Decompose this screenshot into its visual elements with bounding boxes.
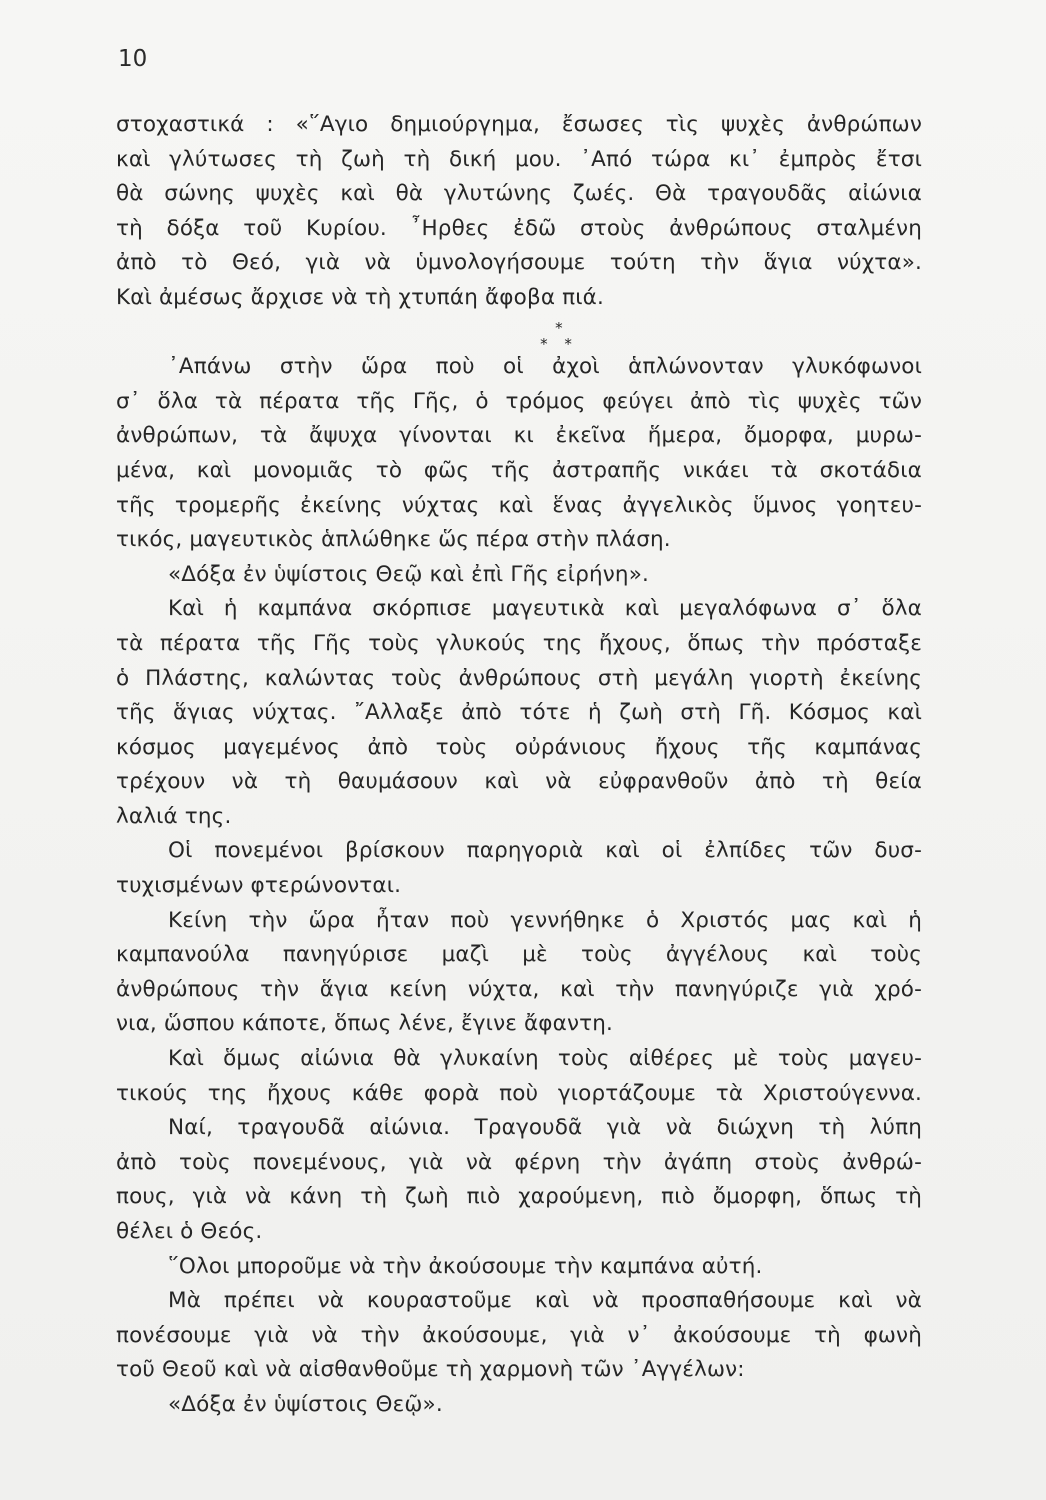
text-line: τοῦ Θεοῦ καὶ νὰ αἰσθανθοῦμε τὴ χαρμονὴ τῶν ᾿Αγγέλων:: [116, 1357, 745, 1383]
separator-star-top: *: [555, 318, 563, 337]
text-line: στοχαστικά : «῞Αγιο δημιούργημα, ἔσωσες τὶς ψυχὲς ἀνθρώπων: [116, 112, 922, 137]
text-line: Καὶ ἡ καμπάνα σκόρπισε μαγευτικὰ καὶ μεγαλόφωνα σ᾿ ὅλα: [168, 596, 922, 622]
text-line: Κείνη τὴν ὥρα ἦταν ποὺ γεννήθηκε ὁ Χριστός μας καὶ ἡ: [168, 907, 922, 933]
text-line: τικός, μαγευτικὸς ἁπλώθηκε ὥς πέρα στὴν πλάση.: [116, 527, 671, 553]
text-line: κόσμος μαγεμένος ἀπὸ τοὺς οὐράνιους ἤχους τῆς καμπάνας: [116, 734, 922, 760]
text-line: ἀπὸ τοὺς πονεμένους, γιὰ νὰ φέρνη τὴν ἀγάπη στοὺς ἀνθρώ-: [116, 1149, 922, 1175]
text-line: Οἱ πονεμένοι βρίσκουν παρηγοριὰ καὶ οἱ ἐλπίδες τῶν δυσ-: [168, 838, 922, 864]
text-line: μένα, καὶ μονομιᾶς τὸ φῶς τῆς ἀστραπῆς νικάει τὰ σκοτάδια: [116, 457, 922, 483]
text-line: ῞Ολοι μποροῦμε νὰ τὴν ἀκούσουμε τὴν καμπάνα αὐτή.: [168, 1253, 763, 1279]
text-line: «Δόξα ἐν ὑψίστοις Θεῷ».: [168, 1391, 443, 1417]
text-line: ἀνθρώπους τὴν ἅγια κείνη νύχτα, καὶ τὴν πανηγύριζε γιὰ χρό-: [116, 976, 922, 1002]
text-line: Καὶ ὅμως αἰώνια θὰ γλυκαίνη τοὺς αἰθέρες μὲ τοὺς μαγευ-: [168, 1046, 922, 1072]
text-line: θὰ σώνης ψυχὲς καὶ θὰ γλυτώνης ζωές. Θὰ τραγουδᾶς αἰώνια: [116, 181, 922, 207]
text-line: νια, ὥσπου κάποτε, ὅπως λένε, ἔγινε ἄφαντη.: [116, 1011, 613, 1037]
text-line: τῆς ἅγιας νύχτας. ῎Αλλαξε ἀπὸ τότε ἡ ζωὴ στὴ Γῆ. Κόσμος καὶ: [116, 700, 922, 726]
text-line: τῆς τρομερῆς ἐκείνης νύχτας καὶ ἕνας ἀγγελικὸς ὕμνος γοητευ-: [116, 492, 922, 518]
text-line: τυχισμένων φτερώνονται.: [116, 873, 402, 899]
text-line: τικούς της ἤχους κάθε φορὰ ποὺ γιορτάζουμε τὰ Χριστούγεννα.: [116, 1080, 922, 1106]
section-separator: [116, 316, 922, 351]
text-line: «Δόξα ἐν ὑψίστοις Θεῷ καὶ ἐπὶ Γῆς εἰρήνη».: [168, 561, 649, 587]
text-line: σ᾿ ὅλα τὰ πέρατα τῆς Γῆς, ὁ τρόμος φεύγει ἀπὸ τὶς ψυχὲς τῶν: [116, 388, 922, 414]
text-line: τὴ δόξα τοῦ Κυρίου. ῏Ηρθες ἐδῶ στοὺς ἀνθρώπους σταλμένη: [116, 215, 922, 241]
page-number: 10: [118, 46, 148, 72]
text-line: ἀπὸ τὸ Θεό, γιὰ νὰ ὑμνολογήσουμε τούτη τὴν ἅγια νύχτα».: [116, 250, 922, 276]
text-line: ὁ Πλάστης, καλώντας τοὺς ἀνθρώπους στὴ μεγάλη γιορτὴ ἐκείνης: [116, 665, 922, 691]
text-line: τὰ πέρατα τῆς Γῆς τοὺς γλυκούς της ἤχους, ὅπως τὴν πρόσταξε: [116, 630, 922, 656]
text-line: τρέχουν νὰ τὴ θαυμάσουν καὶ νὰ εὐφρανθοῦν ἀπὸ τὴ θεία: [116, 769, 922, 795]
text-line: Μὰ πρέπει νὰ κουραστοῦμε καὶ νὰ προσπαθήσουμε καὶ νὰ: [168, 1288, 922, 1314]
text-line: ἀνθρώπων, τὰ ἄψυχα γίνονται κι ἐκεῖνα ἥμερα, ὄμορφα, μυρω-: [116, 423, 922, 449]
text-line: θέλει ὁ Θεός.: [116, 1219, 263, 1244]
text-line: λαλιά της.: [116, 803, 232, 829]
separator-stars-bottom: * *: [540, 334, 578, 353]
text-line: ᾿Απάνω στὴν ὥρα ποὺ οἱ ἀχοὶ ἁπλώνονταν γλυκόφωνοι: [168, 354, 922, 380]
text-line: Καὶ ἀμέσως ἄρχισε νὰ τὴ χτυπάη ἄφοβα πιά.: [116, 284, 604, 310]
text-line: καμπανούλα πανηγύρισε μαζὶ μὲ τοὺς ἀγγέλους καὶ τοὺς: [116, 942, 922, 968]
text-line: πους, γιὰ νὰ κάνη τὴ ζωὴ πιὸ χαρούμενη, πιὸ ὄμορφη, ὅπως τὴ: [116, 1184, 922, 1210]
text-line: Ναί, τραγουδᾶ αἰώνια. Τραγουδᾶ γιὰ νὰ διώχνη τὴ λύπη: [168, 1115, 922, 1141]
body-text: [116, 108, 922, 1423]
text-line: πονέσουμε γιὰ νὰ τὴν ἀκούσουμε, γιὰ ν᾿ ἀκούσουμε τὴ φωνὴ: [116, 1322, 922, 1348]
text-line: καὶ γλύτωσες τὴ ζωὴ τὴ δική μου. ᾿Από τώρα κι᾿ ἐμπρὸς ἔτσι: [116, 146, 922, 172]
